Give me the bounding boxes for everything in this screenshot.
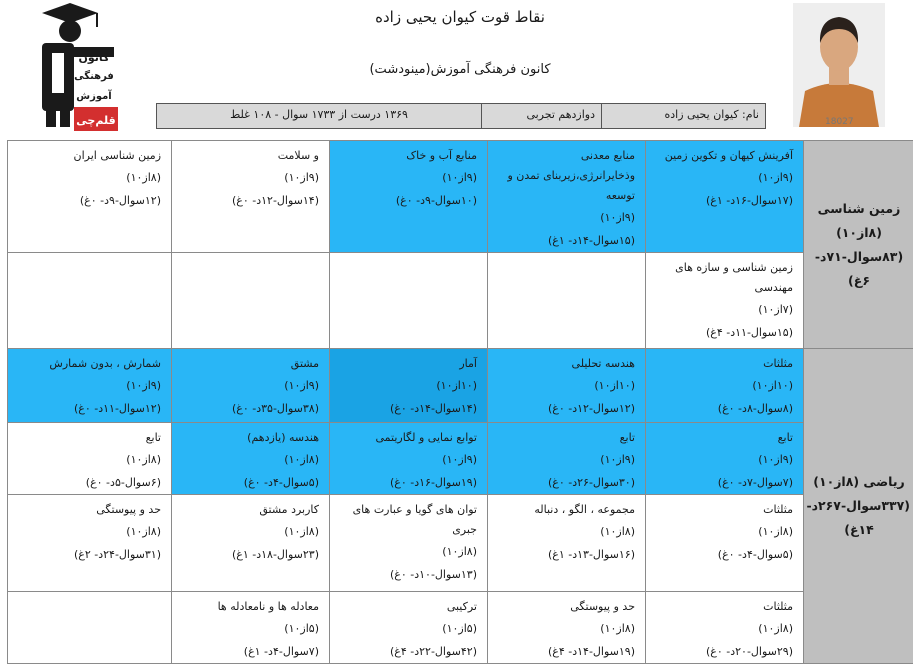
topic-topic: کاربرد مشتق — [182, 500, 319, 520]
topic-topic: توابع نمایی و لگاریتمی — [340, 428, 477, 448]
topic-topic: مثلثات — [656, 597, 793, 617]
table-row — [8, 423, 913, 495]
topic-cell — [488, 141, 646, 253]
topic-score: (۱۰از۱۰) — [656, 374, 793, 397]
topic-score: (۷از۱۰) — [656, 298, 793, 321]
topic-topic: آمار — [340, 354, 477, 374]
topic-score: (۸از۱۰) — [340, 540, 477, 563]
topic-detail: (۳۸سوال-۳۵د- ۰غ) — [182, 397, 319, 420]
topic-cell — [330, 141, 488, 253]
topic-detail: (۱۷سوال-۱۶د- ۱غ) — [656, 189, 793, 212]
topic-cell — [646, 592, 804, 664]
topic-cell — [646, 253, 804, 349]
empty-cell — [8, 592, 172, 664]
topic-topic: هندسه تحلیلی — [498, 354, 635, 374]
topic-topic: حد و پیوستگی — [498, 597, 635, 617]
page-title: نقاط قوت کیوان یحیی زاده — [240, 8, 680, 26]
topic-score: (۸از۱۰) — [182, 448, 319, 471]
topic-detail: (۵سوال-۴د- ۰غ) — [182, 471, 319, 494]
logo-text-4: قلم‌چی — [76, 114, 115, 127]
kanoon-logo — [32, 3, 122, 131]
topic-detail: (۷سوال-۷د- ۰غ) — [656, 471, 793, 494]
topic-topic: معادله ها و نامعادله ها — [182, 597, 319, 617]
topic-score: (۹از۱۰) — [340, 166, 477, 189]
topic-detail: (۸سوال-۸د- ۰غ) — [656, 397, 793, 420]
topic-score: (۹از۱۰) — [498, 206, 635, 229]
topic-cell — [488, 349, 646, 423]
strengths-table — [7, 140, 913, 664]
photo-number: 18027 — [825, 117, 854, 127]
topic-score: (۵از۱۰) — [182, 617, 319, 640]
topic-topic: و سلامت — [182, 146, 319, 166]
topic-cell — [172, 592, 330, 664]
topic-cell — [172, 141, 330, 253]
topic-score: (۹از۱۰) — [656, 166, 793, 189]
empty-cell — [172, 253, 330, 349]
empty-cell — [8, 253, 172, 349]
topic-cell — [646, 495, 804, 592]
topic-score: (۱۰از۱۰) — [498, 374, 635, 397]
topic-detail: (۱۴سوال-۱۲د- ۰غ) — [182, 189, 319, 212]
topic-topic: مثلثات — [656, 500, 793, 520]
topic-cell — [646, 349, 804, 423]
topic-cell — [330, 495, 488, 592]
topic-detail: (۱۲سوال-۹د- ۰غ) — [18, 189, 161, 212]
topic-detail: (۱۵سوال-۱۴د- ۱غ) — [498, 229, 635, 252]
topic-cell — [330, 592, 488, 664]
subject-label: ریاضی (۸از۱۰) (۳۳۷سوال-۲۶۷د- ۱۴غ) — [804, 349, 913, 664]
topic-detail: (۱۴سوال-۱۴د- ۰غ) — [340, 397, 477, 420]
topic-score: (۸از۱۰) — [656, 617, 793, 640]
topic-detail: (۱۳سوال-۱۰د- ۰غ) — [340, 563, 477, 586]
topic-detail: (۷سوال-۴د- ۱غ) — [182, 640, 319, 663]
topic-score: (۹از۱۰) — [340, 448, 477, 471]
topic-detail: (۳۱سوال-۲۴د- ۲غ) — [18, 543, 161, 566]
topic-cell — [172, 349, 330, 423]
topic-score: (۹از۱۰) — [656, 448, 793, 471]
subject-label: زمین شناسی (۸از۱۰) (۸۳سوال-۷۱د- ۶غ) — [804, 141, 913, 349]
topic-topic: مجموعه ، الگو ، دنباله — [498, 500, 635, 520]
topic-detail: (۱۶سوال-۱۳د- ۱غ) — [498, 543, 635, 566]
topic-detail: (۵سوال-۴د- ۰غ) — [656, 543, 793, 566]
topic-score: (۸از۱۰) — [18, 520, 161, 543]
student-info-bar — [156, 103, 766, 129]
overall-stats: ۱۳۶۹ درست از ۱۷۳۳ سوال - ۱۰۸ غلط — [157, 104, 481, 128]
topic-score: (۹از۱۰) — [182, 166, 319, 189]
topic-score: (۵از۱۰) — [340, 617, 477, 640]
topic-detail: (۱۲سوال-۱۱د- ۰غ) — [18, 397, 161, 420]
topic-detail: (۱۵سوال-۱۱د- ۴غ) — [656, 321, 793, 344]
topic-topic: ترکیبی — [340, 597, 477, 617]
empty-cell — [488, 253, 646, 349]
topic-topic: هندسه (یازدهم) — [182, 428, 319, 448]
topic-topic: زمین شناسی ایران — [18, 146, 161, 166]
topic-detail: (۳۰سوال-۲۶د- ۰غ) — [498, 471, 635, 494]
logo-text-2: فرهنگی — [74, 69, 114, 82]
student-grade: دوازدهم تجربی — [481, 104, 601, 128]
table-row — [8, 141, 913, 253]
topic-topic: مثلثات — [656, 354, 793, 374]
topic-detail: (۶سوال-۵د- ۰غ) — [18, 471, 161, 494]
topic-score: (۸از۱۰) — [182, 520, 319, 543]
topic-cell — [488, 423, 646, 495]
topic-cell — [330, 349, 488, 423]
topic-cell — [172, 423, 330, 495]
topic-score: (۱۰از۱۰) — [340, 374, 477, 397]
table-row — [8, 495, 913, 592]
topic-topic: منابع آب و خاک — [340, 146, 477, 166]
logo-text-1: کانون — [79, 51, 111, 64]
empty-cell — [330, 253, 488, 349]
topic-score: (۸از۱۰) — [18, 448, 161, 471]
topic-cell — [330, 423, 488, 495]
topic-score: (۸از۱۰) — [656, 520, 793, 543]
topic-detail: (۱۰سوال-۹د- ۰غ) — [340, 189, 477, 212]
topic-cell — [646, 141, 804, 253]
topic-detail: (۲۳سوال-۱۸د- ۱غ) — [182, 543, 319, 566]
topic-cell — [488, 592, 646, 664]
topic-topic: مشتق — [182, 354, 319, 374]
page-subtitle: کانون فرهنگی آموزش(مینودشت) — [240, 62, 680, 77]
topic-topic: تابع — [18, 428, 161, 448]
table-row — [8, 253, 913, 349]
topic-topic: توان های گویا و عبارت های جبری — [340, 500, 477, 540]
topic-cell — [8, 141, 172, 253]
topic-topic: تابع — [656, 428, 793, 448]
topic-detail: (۴۲سوال-۲۲د- ۴غ) — [340, 640, 477, 663]
topic-score: (۸از۱۰) — [498, 617, 635, 640]
topic-topic: منابع معدنی وذخایرانرژی،زیربنای تمدن و توسعه — [498, 146, 635, 206]
table-row — [8, 592, 913, 664]
topic-cell — [488, 495, 646, 592]
topic-score: (۸از۱۰) — [18, 166, 161, 189]
topic-cell — [172, 495, 330, 592]
topic-topic: حد و پیوستگی — [18, 500, 161, 520]
topic-score: (۹از۱۰) — [498, 448, 635, 471]
logo-text-3: آموزش — [76, 89, 112, 102]
topic-topic: شمارش ، بدون شمارش — [18, 354, 161, 374]
topic-cell — [8, 495, 172, 592]
topic-cell — [8, 423, 172, 495]
topic-cell — [646, 423, 804, 495]
topic-score: (۹از۱۰) — [18, 374, 161, 397]
topic-topic: آفرینش کیهان و تکوین زمین — [656, 146, 793, 166]
topic-detail: (۱۹سوال-۱۴د- ۴غ) — [498, 640, 635, 663]
student-photo — [793, 3, 885, 127]
table-row — [8, 349, 913, 423]
topic-cell — [8, 349, 172, 423]
topic-score: (۹از۱۰) — [182, 374, 319, 397]
topic-topic: تابع — [498, 428, 635, 448]
topic-detail: (۱۹سوال-۱۶د- ۰غ) — [340, 471, 477, 494]
topic-detail: (۱۲سوال-۱۲د- ۰غ) — [498, 397, 635, 420]
topic-topic: زمین شناسی و سازه های مهندسی — [656, 258, 793, 298]
topic-score: (۸از۱۰) — [498, 520, 635, 543]
student-name: نام: کیوان یحیی زاده — [601, 104, 765, 128]
topic-detail: (۲۹سوال-۲۰د- ۰غ) — [656, 640, 793, 663]
